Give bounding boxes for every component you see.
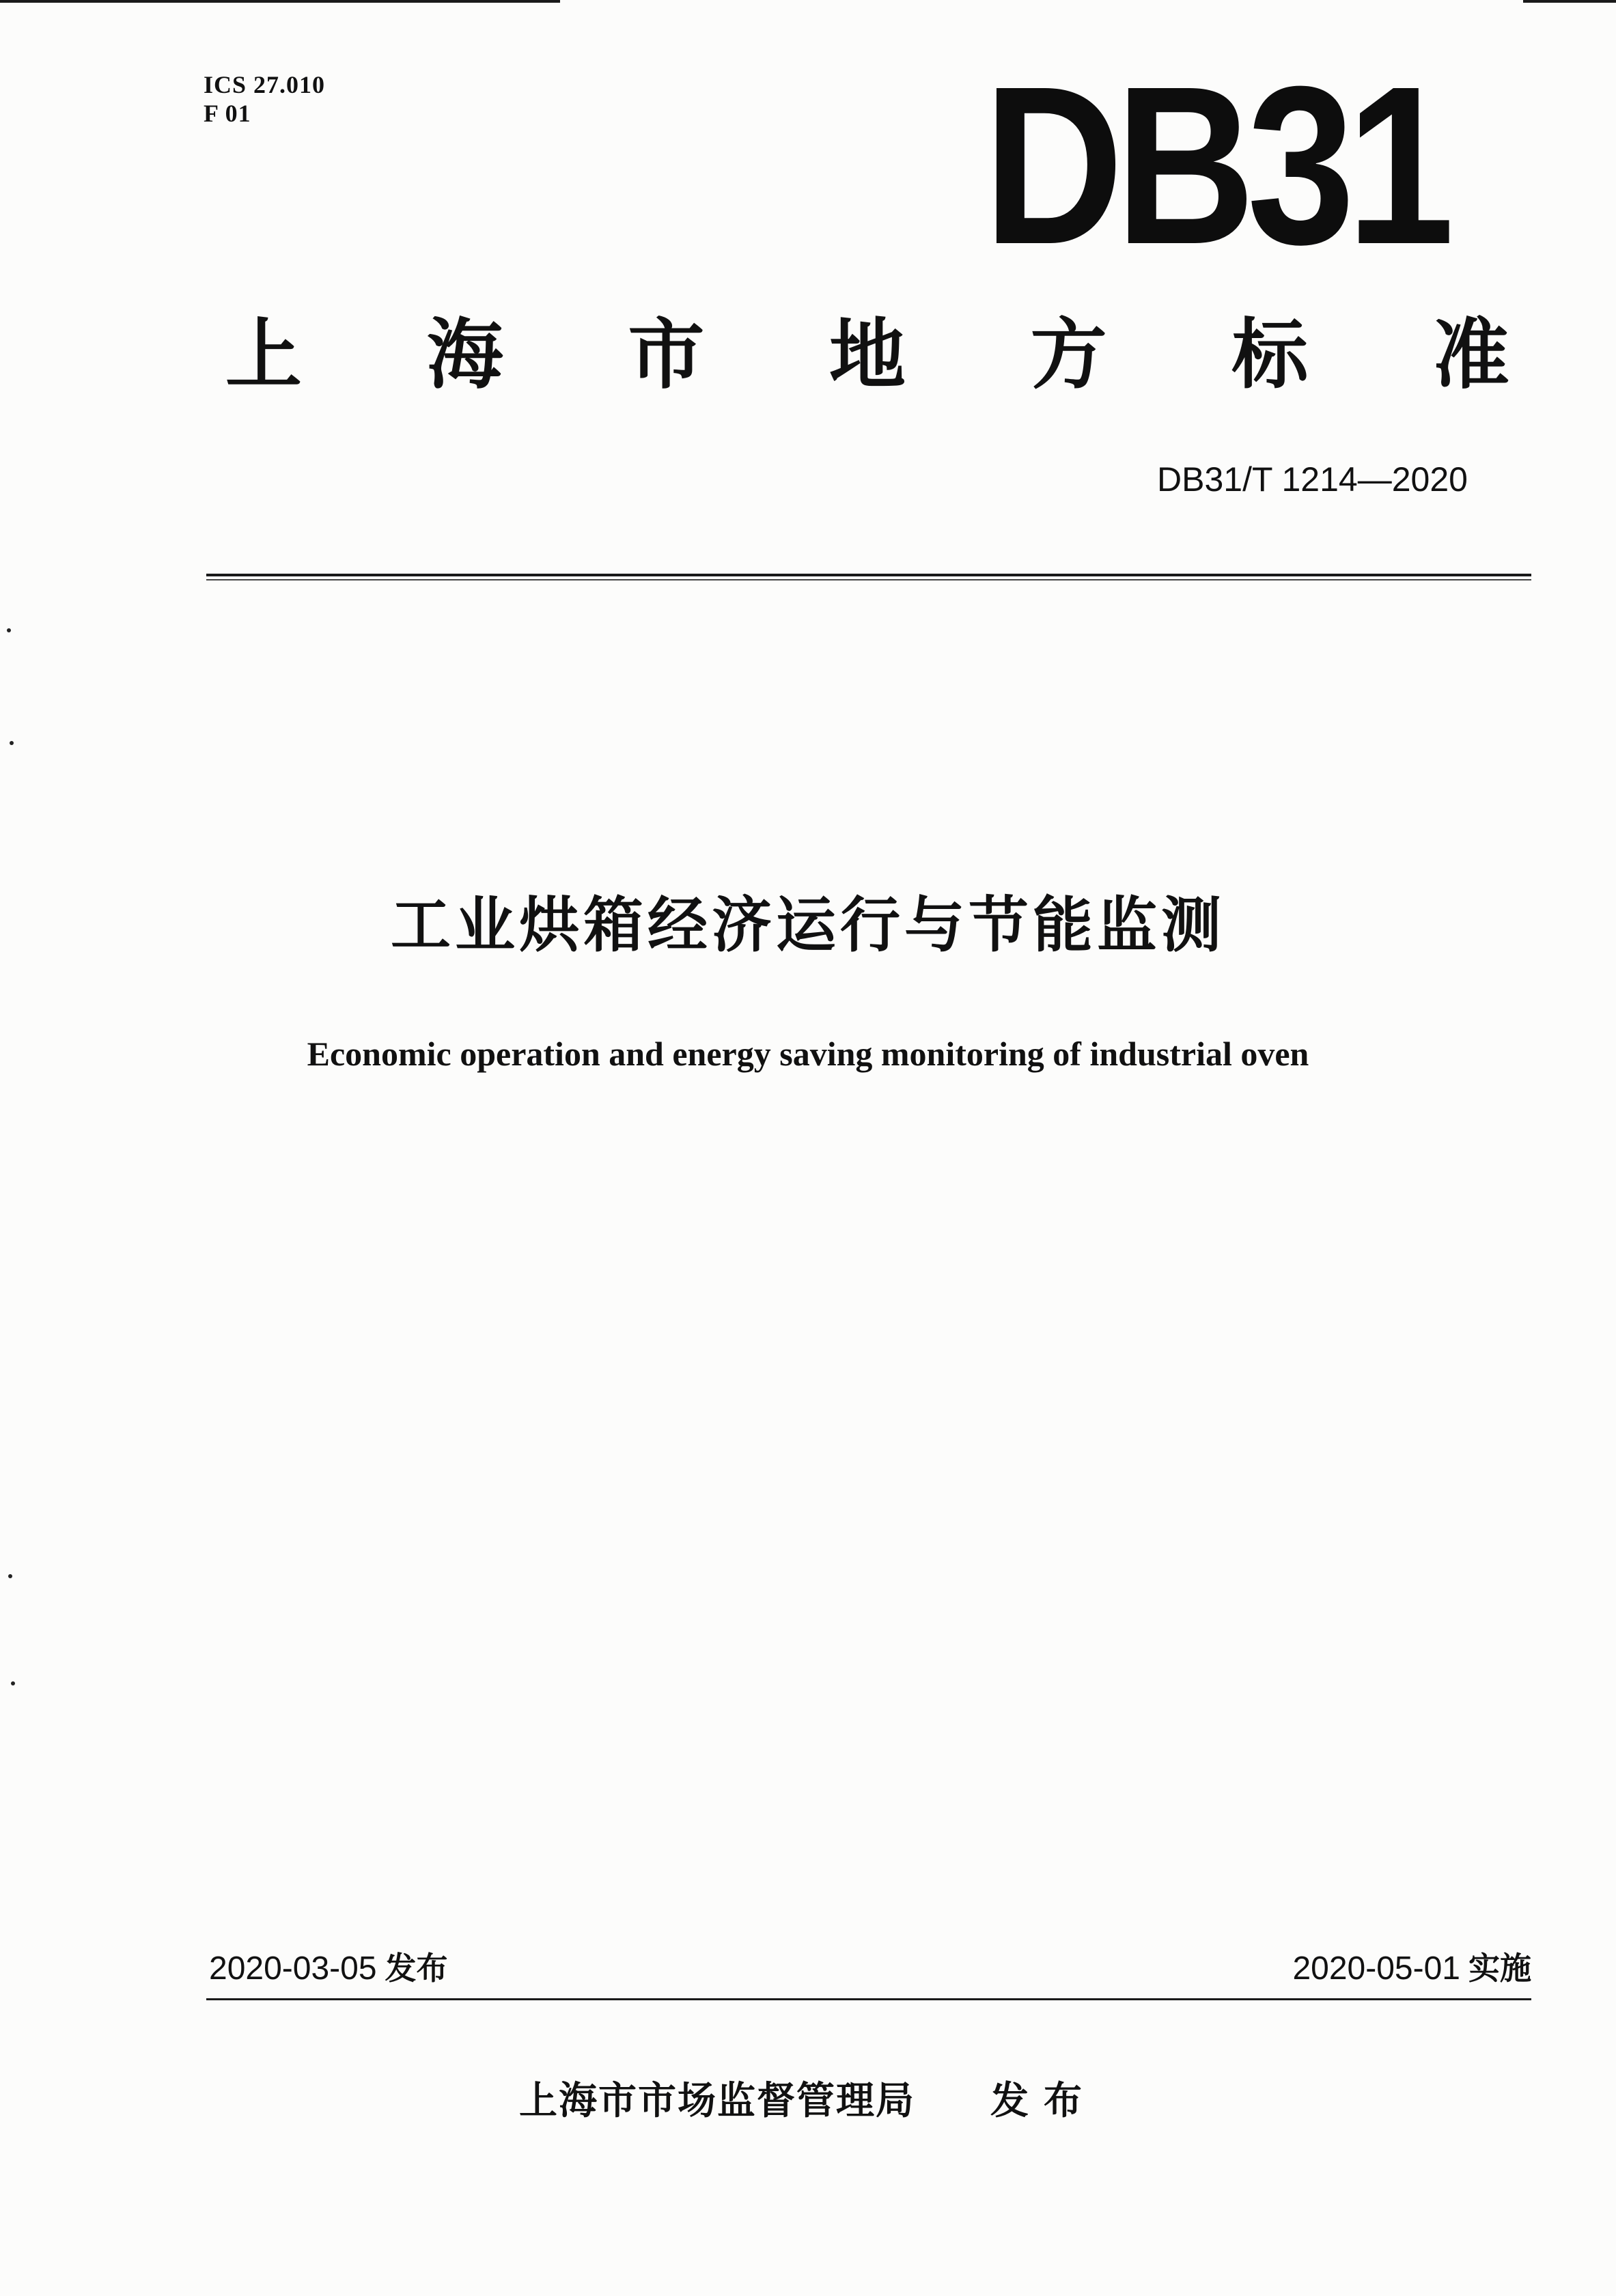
issue-date-block: [209, 1948, 448, 1989]
document-title-chinese: 工业烘箱经济运行与节能监测: [390, 890, 1225, 960]
document-title-english: Economic operation and energy saving monitoring of industrial oven: [307, 1035, 1309, 1073]
standard-type-heading: [225, 311, 1509, 400]
standard-number: DB31/T 1214—2020: [1157, 460, 1468, 499]
publisher-line: [0, 2077, 1616, 2125]
issue-label: 发布: [385, 1950, 448, 1987]
scan-edge-mark: [0, 0, 560, 3]
standard-type-char: 方: [1030, 311, 1107, 400]
scan-edge-mark: [1523, 0, 1616, 3]
ccs-code: F 01: [204, 100, 251, 127]
issue-date: 2020-03-05: [209, 1950, 377, 1987]
header-divider: [206, 579, 1531, 580]
scan-speck: [10, 741, 14, 745]
standard-type-char: 上: [225, 311, 302, 400]
publisher-name: 上海市市场监督管理局: [519, 2079, 915, 2123]
standard-type-char: 海: [426, 311, 503, 400]
ics-code: ICS 27.010: [204, 71, 326, 98]
header-divider: [206, 574, 1531, 576]
footer-divider: [206, 1998, 1531, 2000]
scan-speck: [7, 628, 11, 632]
implement-label: 实施: [1468, 1950, 1531, 1987]
standard-type-char: 地: [828, 311, 906, 400]
db31-logo: DB31: [984, 39, 1447, 291]
implement-date-block: [1292, 1948, 1531, 1989]
scan-speck: [8, 1574, 12, 1578]
standard-type-char: 准: [1432, 311, 1509, 400]
implement-date: 2020-05-01: [1292, 1950, 1460, 1987]
publisher-action: 发布: [990, 2079, 1097, 2123]
standard-type-char: 市: [628, 311, 705, 400]
standard-type-char: 标: [1231, 311, 1309, 400]
scan-speck: [11, 1681, 15, 1685]
